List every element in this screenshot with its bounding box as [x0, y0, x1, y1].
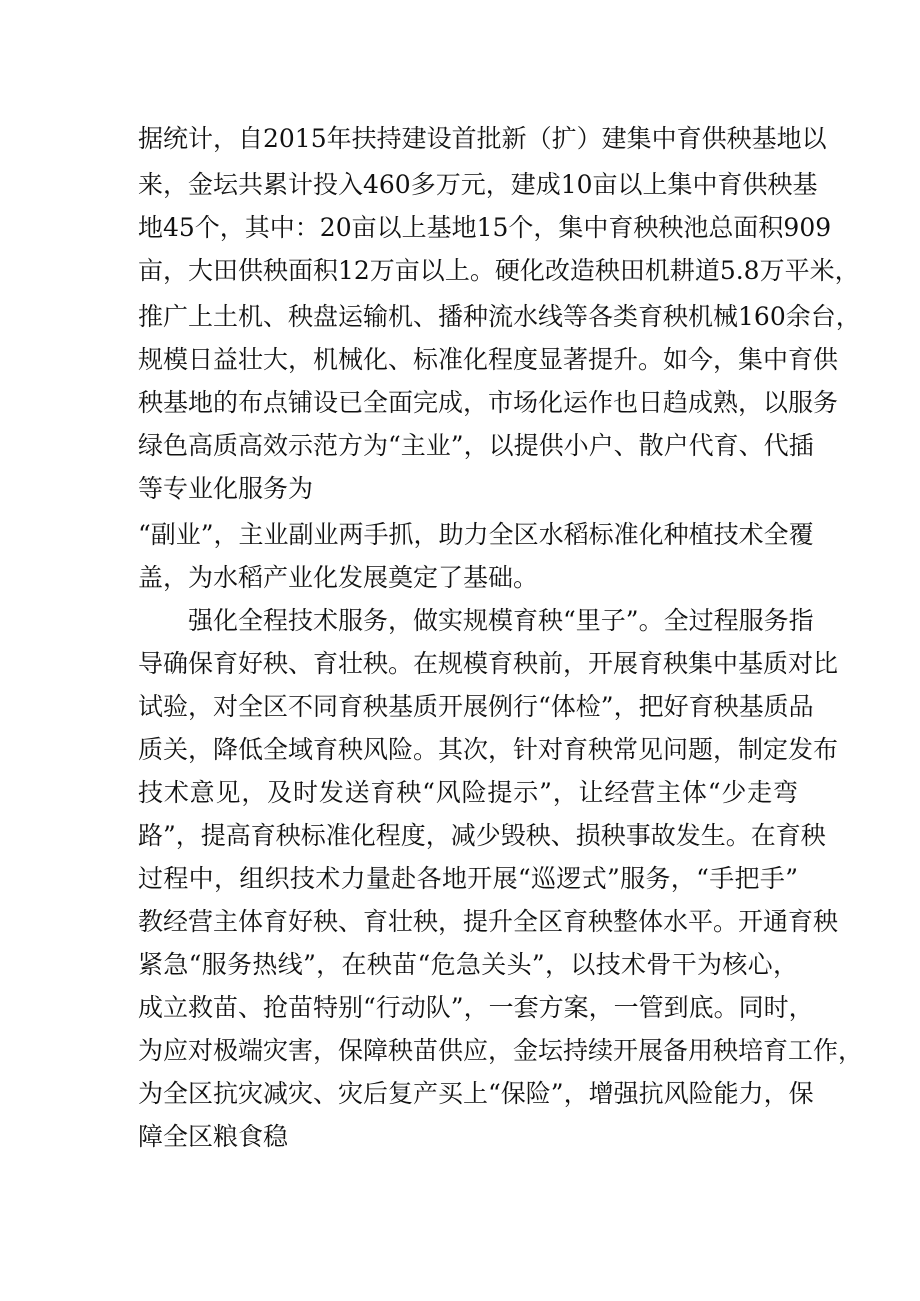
text-line: 质关，降低全域育秧风险。其次，针对育秧常见问题，制定发布 [138, 735, 839, 764]
text-line: 绿色高质高效示范方为“主业”，以提供小户、散户代育、代插 [138, 431, 814, 460]
text-line: 试验，对全区不同育秧基质开展例行“体检”，把好育秧基质品 [138, 692, 814, 721]
text-line: 技术意见，及时发送育秧“风险提示”，让经营主体“少走弯 [138, 778, 798, 807]
text-line: 秧基地的布点铺设已全面完成，市场化运作也日趋成熟，以服务 [138, 388, 839, 417]
text-line: 教经营主体育好秧、育壮秧，提升全区育秧整体水平。开通育秧 [138, 907, 839, 936]
text-line: 过程中，组织技术力量赴各地开展“巡逻式”服务，“手把手” [138, 864, 798, 893]
text-line: “副业”，主业副业两手抓，助力全区水稻标准化种植技术全覆 [138, 520, 814, 549]
text-line: 障全区粮食稳 [138, 1122, 289, 1151]
text-line: 导确保育好秧、育壮秧。在规模育秧前，开展育秧集中基质对比 [138, 649, 839, 678]
text-line: 路”，提高育秧标准化程度，减少毁秧、损秧事故发生。在育秧 [138, 821, 826, 850]
text-line: 推广上土机、秧盘运输机、播种流水线等各类育秧机械160余台， [138, 302, 861, 331]
text-line: 成立救苗、抢苗特别“行动队”，一套方案，一管到底。同时， [138, 993, 814, 1022]
text-line: 据统计，自2015年扶持建设首批新（扩）建集中育供秧基地以 [138, 124, 827, 153]
text-line: 规模日益壮大，机械化、标准化程度显著提升。如今，集中育供 [138, 345, 839, 374]
text-line: 为应对极端灾害，保障秧苗供应，金坛持续开展备用秧培育工作， [138, 1036, 864, 1065]
text-line: 为全区抗灾减灾、灾后复产买上“保险”，增强抗风险能力，保 [138, 1079, 814, 1108]
text-line: 亩，大田供秧面积12万亩以上。硬化改造秧田机耕道5.8万平米， [138, 256, 860, 285]
text-line: 等专业化服务为 [138, 474, 314, 503]
text-line: 紧急“服务热线”，在秧苗“危急关头”，以技术骨干为核心， [138, 950, 798, 979]
text-line: 地45个，其中：20亩以上基地15个，集中育秧秧池总面积909 [138, 213, 832, 242]
text-line: 来，金坛共累计投入460多万元，建成10亩以上集中育供秧基 [138, 170, 818, 199]
text-line: 盖，为水稻产业化发展奠定了基础。 [138, 563, 539, 592]
text-line: 强化全程技术服务，做实规模育秧“里子”。全过程服务指 [188, 606, 814, 635]
